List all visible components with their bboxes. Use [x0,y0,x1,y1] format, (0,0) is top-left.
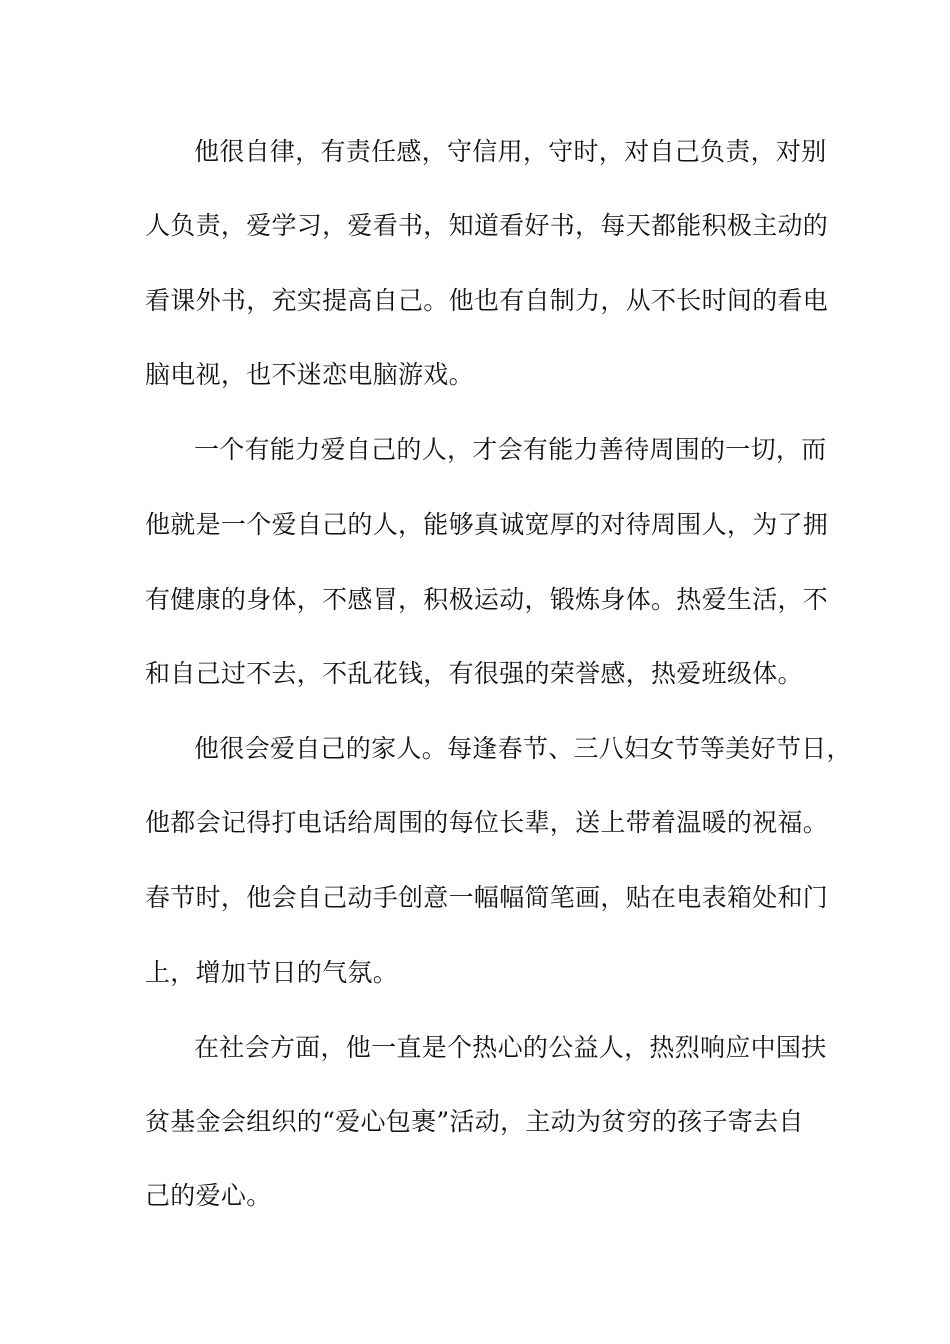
paragraph-3-line-4: 上，增加节日的气氛。 [145,958,399,987]
paragraph-3-line-1: 他很会爱自己的家人。每逢春节、三八妇女节等美好节日， [194,734,852,763]
paragraph-1-line-3: 看课外书，充实提高自己。他也有自制力，从不长时间的看电 [145,286,829,315]
paragraph-4-line-1: 在社会方面，他一直是个热心的公益人，热烈响应中国扶 [194,1033,827,1062]
paragraph-2-line-2: 他就是一个爱自己的人，能够真诚宽厚的对待周围人，为了拥 [145,510,829,539]
paragraph-4-line-3: 己的爱心。 [145,1181,272,1210]
paragraph-2-line-3: 有健康的身体，不感冒，积极运动，锻炼身体。热爱生活，不 [145,585,829,614]
paragraph-1-line-1: 他很自律，有责任感，守信用，守时，对自己负责，对别 [194,137,827,166]
paragraph-1-line-4: 脑电视，也不迷恋电脑游戏。 [145,360,474,389]
paragraph-1-line-2: 人负责，爱学习，爱看书，知道看好书，每天都能积极主动的 [145,211,829,240]
paragraph-3-line-2: 他都会记得打电话给周围的每位长辈，送上带着温暖的祝福。 [145,808,829,837]
paragraph-3-line-3: 春节时，他会自己动手创意一幅幅简笔画，贴在电表箱处和门 [145,883,829,912]
paragraph-2-line-1: 一个有能力爱自己的人，才会有能力善待周围的一切，而 [194,435,827,464]
paragraph-4-line-2: 贫基金会组织的“爱心包裹”活动，主动为贫穷的孩子寄去自 [145,1107,804,1136]
paragraph-2-line-4: 和自己过不去，不乱花钱，有很强的荣誉感，热爱班级体。 [145,659,803,688]
